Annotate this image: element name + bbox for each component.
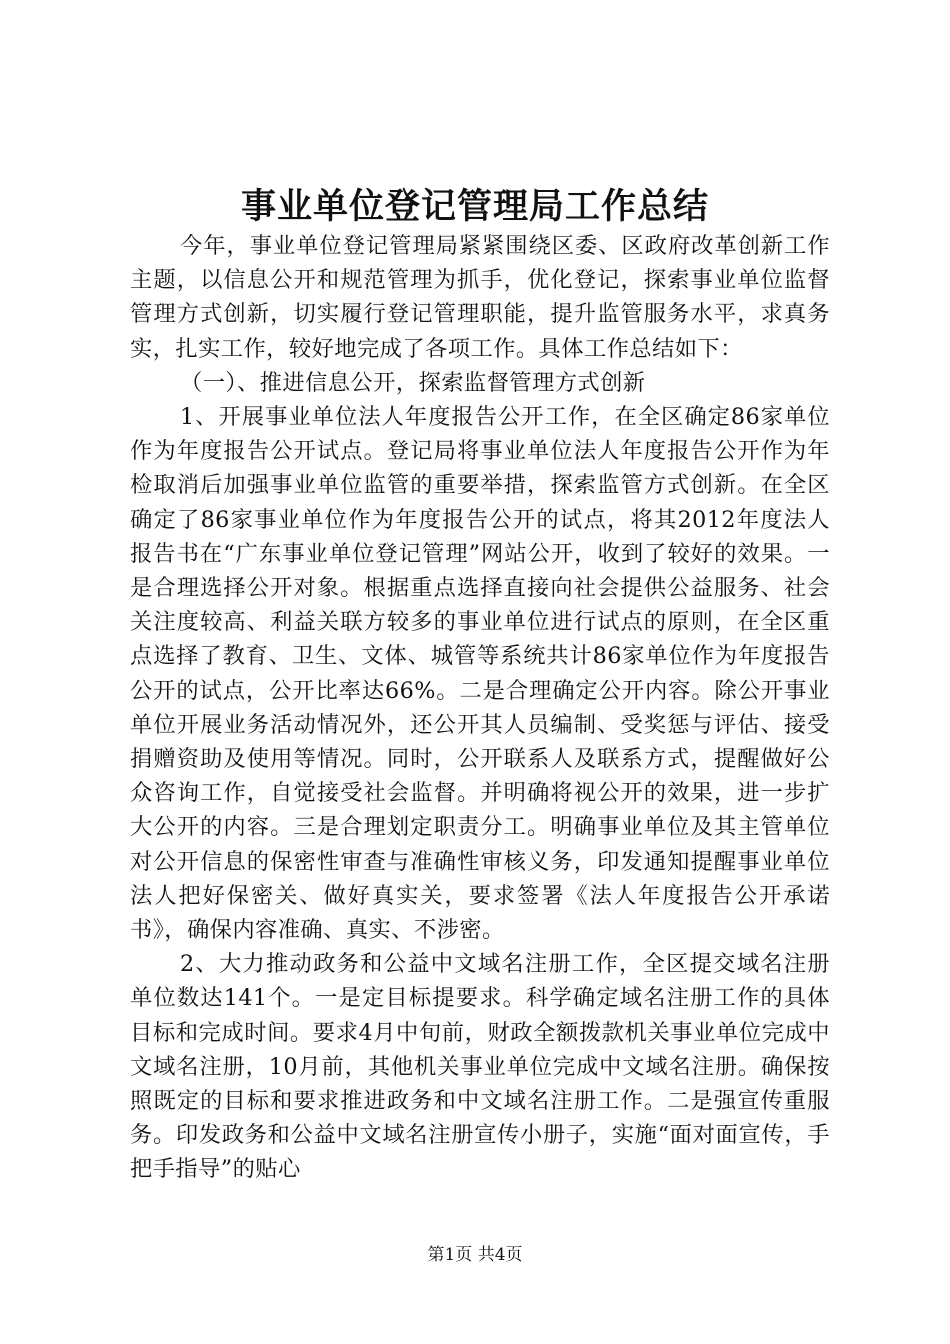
document-title: 事业单位登记管理局工作总结 — [240, 186, 709, 227]
body-paragraph: 1、开展事业单位法人年度报告公开工作，在全区确定86家单位作为年度报告公开试点。登记局将事业单位法人年度报告公开作为年检取消后加强事业单位监管的重要举措，探索监管方式创新。在全区确定了86家事业单位作为年度报告公开的试点，将其2012年度法人报告书在“广东事业单位登记管理”网站公开，收到了较好的效果。一是合理选择公开对象。根据重点选择直接向社会提供公益服务、社会关注度较高、利益关联方较多的事业单位进行试点的原则，在全区重点选择了教育、卫生、文体、城管等系统共计86家单位作为年度报告公开的试点，公开比率达66%。二是合理确定公开内容。除公开事业单位开展业务活动情况外，还公开其人员编制、受奖惩与评估、接受捐赠资助及使用等情况。同时，公开联系人及联系方式，提醒做好公众咨询工作，自觉接受社会监督。并明确将视公开的效果，进一步扩大公开的内容。三是合理划定职责分工。明确事业单位及其主管单位对公开信息的保密性审查与准确性审核义务，印发通知提醒事业单位法人把好保密关、做好真实关，要求签署《法人年度报告公开承诺书》，确保内容准确、真实、不涉密。 — [130, 404, 830, 944]
intro-paragraph: 今年，事业单位登记管理局紧紧围绕区委、区政府改革创新工作主题，以信息公开和规范管理为抓手，优化登记，探索事业单位监督管理方式创新，切实履行登记管理职能，提升监管服务水平，求真务实，扎实工作，较好地完成了各项工作。具体工作总结如下： — [130, 233, 830, 362]
document-body — [130, 229, 830, 1187]
page-number-footer: 第1页 共4页 — [427, 1245, 523, 1265]
body-paragraph: 2、大力推动政务和公益中文域名注册工作，全区提交域名注册单位数达141个。一是定目标提要求。科学确定域名注册工作的具体目标和完成时间。要求4月中旬前，财政全额拨款机关事业单位完成中文域名注册，10月前，其他机关事业单位完成中文域名注册。确保按照既定的目标和要求推进政务和中文域名注册工作。二是强宣传重服务。印发政务和公益中文域名注册宣传小册子，实施“面对面宣传，手把手指导”的贴心 — [130, 951, 830, 1183]
section-heading: （一）、推进信息公开，探索监督管理方式创新 — [180, 369, 646, 396]
